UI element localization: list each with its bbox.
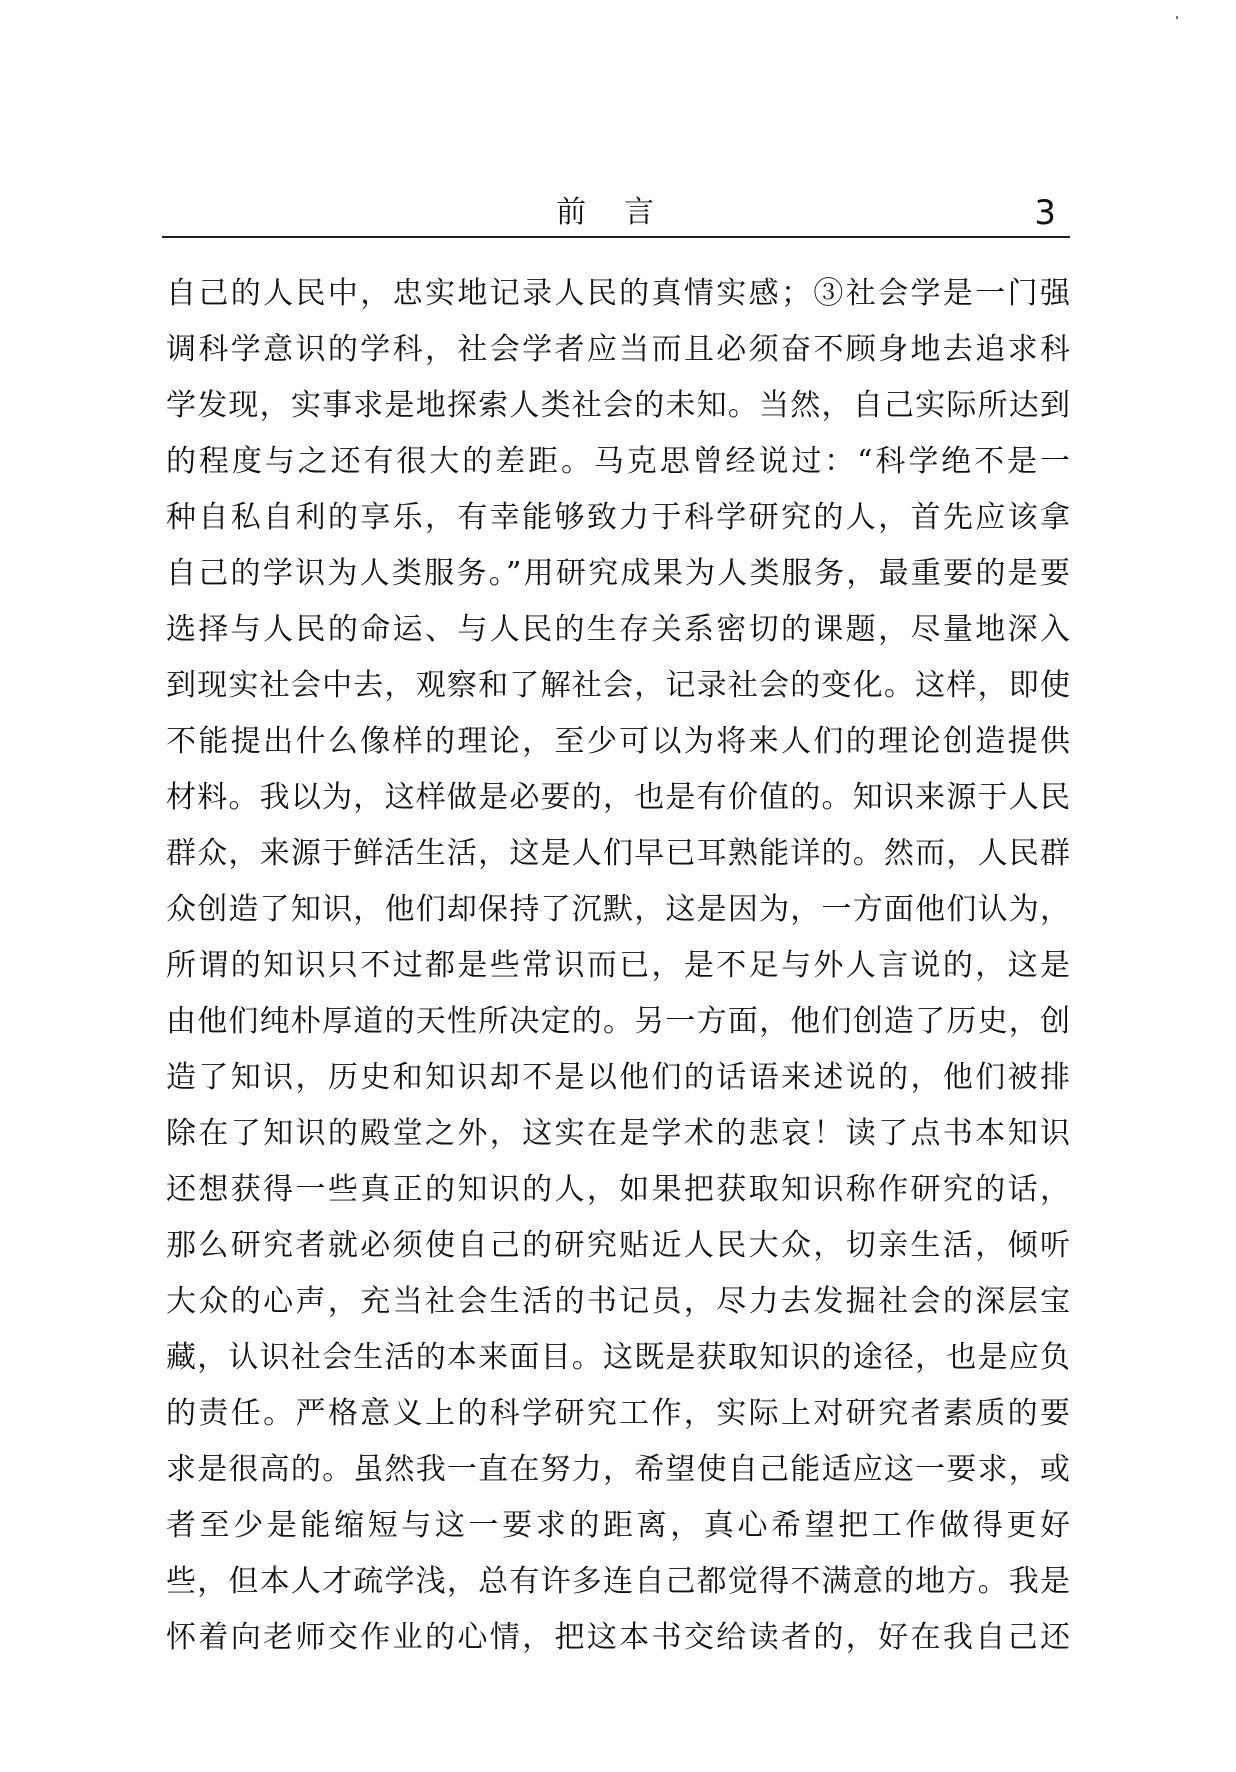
text-line: 选择与人民的命运、与人民的生存关系密切的课题，尽量地深入	[166, 612, 1070, 647]
text-line: 自己的学识为人类服务。”用研究成果为人类服务，最重要的是要	[166, 556, 1070, 591]
text-line: 不能提出什么像样的理论，至少可以为将来人们的理论创造提供	[166, 724, 1070, 759]
header-rule	[162, 236, 1070, 238]
text-line: 除在了知识的殿堂之外，这实在是学术的悲哀！读了点书本知识	[166, 1116, 1070, 1151]
running-header	[162, 190, 1070, 236]
text-line: 大众的心声，充当社会生活的书记员，尽力去发掘社会的深层宝	[166, 1284, 1070, 1319]
body-text	[166, 266, 1070, 1666]
text-line: 造了知识，历史和知识却不是以他们的话语来述说的，他们被排	[166, 1060, 1070, 1095]
text-line: 还想获得一些真正的知识的人，如果把获取知识称作研究的话，	[166, 1172, 1070, 1207]
text-line: 的责任。严格意义上的科学研究工作，实际上对研究者素质的要	[166, 1396, 1070, 1431]
text-line: 藏，认识社会生活的本来面目。这既是获取知识的途径，也是应负	[166, 1340, 1070, 1375]
chapter-title: 前言	[556, 195, 692, 230]
text-line: 怀着向老师交作业的心情，把这本书交给读者的，好在我自己还	[166, 1620, 1070, 1655]
text-line: 那么研究者就必须使自己的研究贴近人民大众，切亲生活，倾听	[166, 1228, 1070, 1263]
text-line: 材料。我以为，这样做是必要的，也是有价值的。知识来源于人民	[166, 780, 1070, 815]
text-line: 所谓的知识只不过都是些常识而已，是不足与外人言说的，这是	[166, 948, 1070, 983]
text-line: 些，但本人才疏学浅，总有许多连自己都觉得不满意的地方。我是	[166, 1564, 1070, 1599]
scan-speck	[1176, 16, 1178, 19]
text-line: 众创造了知识，他们却保持了沉默，这是因为，一方面他们认为，	[166, 892, 1070, 927]
text-line: 到现实社会中去，观察和了解社会，记录社会的变化。这样，即使	[166, 668, 1070, 703]
text-line: 求是很高的。虽然我一直在努力，希望使自己能适应这一要求，或	[166, 1452, 1070, 1487]
text-line: 群众，来源于鲜活生活，这是人们早已耳熟能详的。然而，人民群	[166, 836, 1070, 871]
page-number: 3	[1034, 193, 1056, 233]
text-line: 调科学意识的学科，社会学者应当而且必须奋不顾身地去追求科	[166, 332, 1070, 367]
text-line: 自己的人民中，忠实地记录人民的真情实感；③社会学是一门强	[166, 276, 1070, 311]
text-line: 的程度与之还有很大的差距。马克思曾经说过：“科学绝不是一	[166, 444, 1070, 479]
text-line: 学发现，实事求是地探索人类社会的未知。当然，自己实际所达到	[166, 388, 1070, 423]
text-line: 者至少是能缩短与这一要求的距离，真心希望把工作做得更好	[166, 1508, 1070, 1543]
text-line: 由他们纯朴厚道的天性所决定的。另一方面，他们创造了历史，创	[166, 1004, 1070, 1039]
text-line: 种自私自利的享乐，有幸能够致力于科学研究的人，首先应该拿	[166, 500, 1070, 535]
